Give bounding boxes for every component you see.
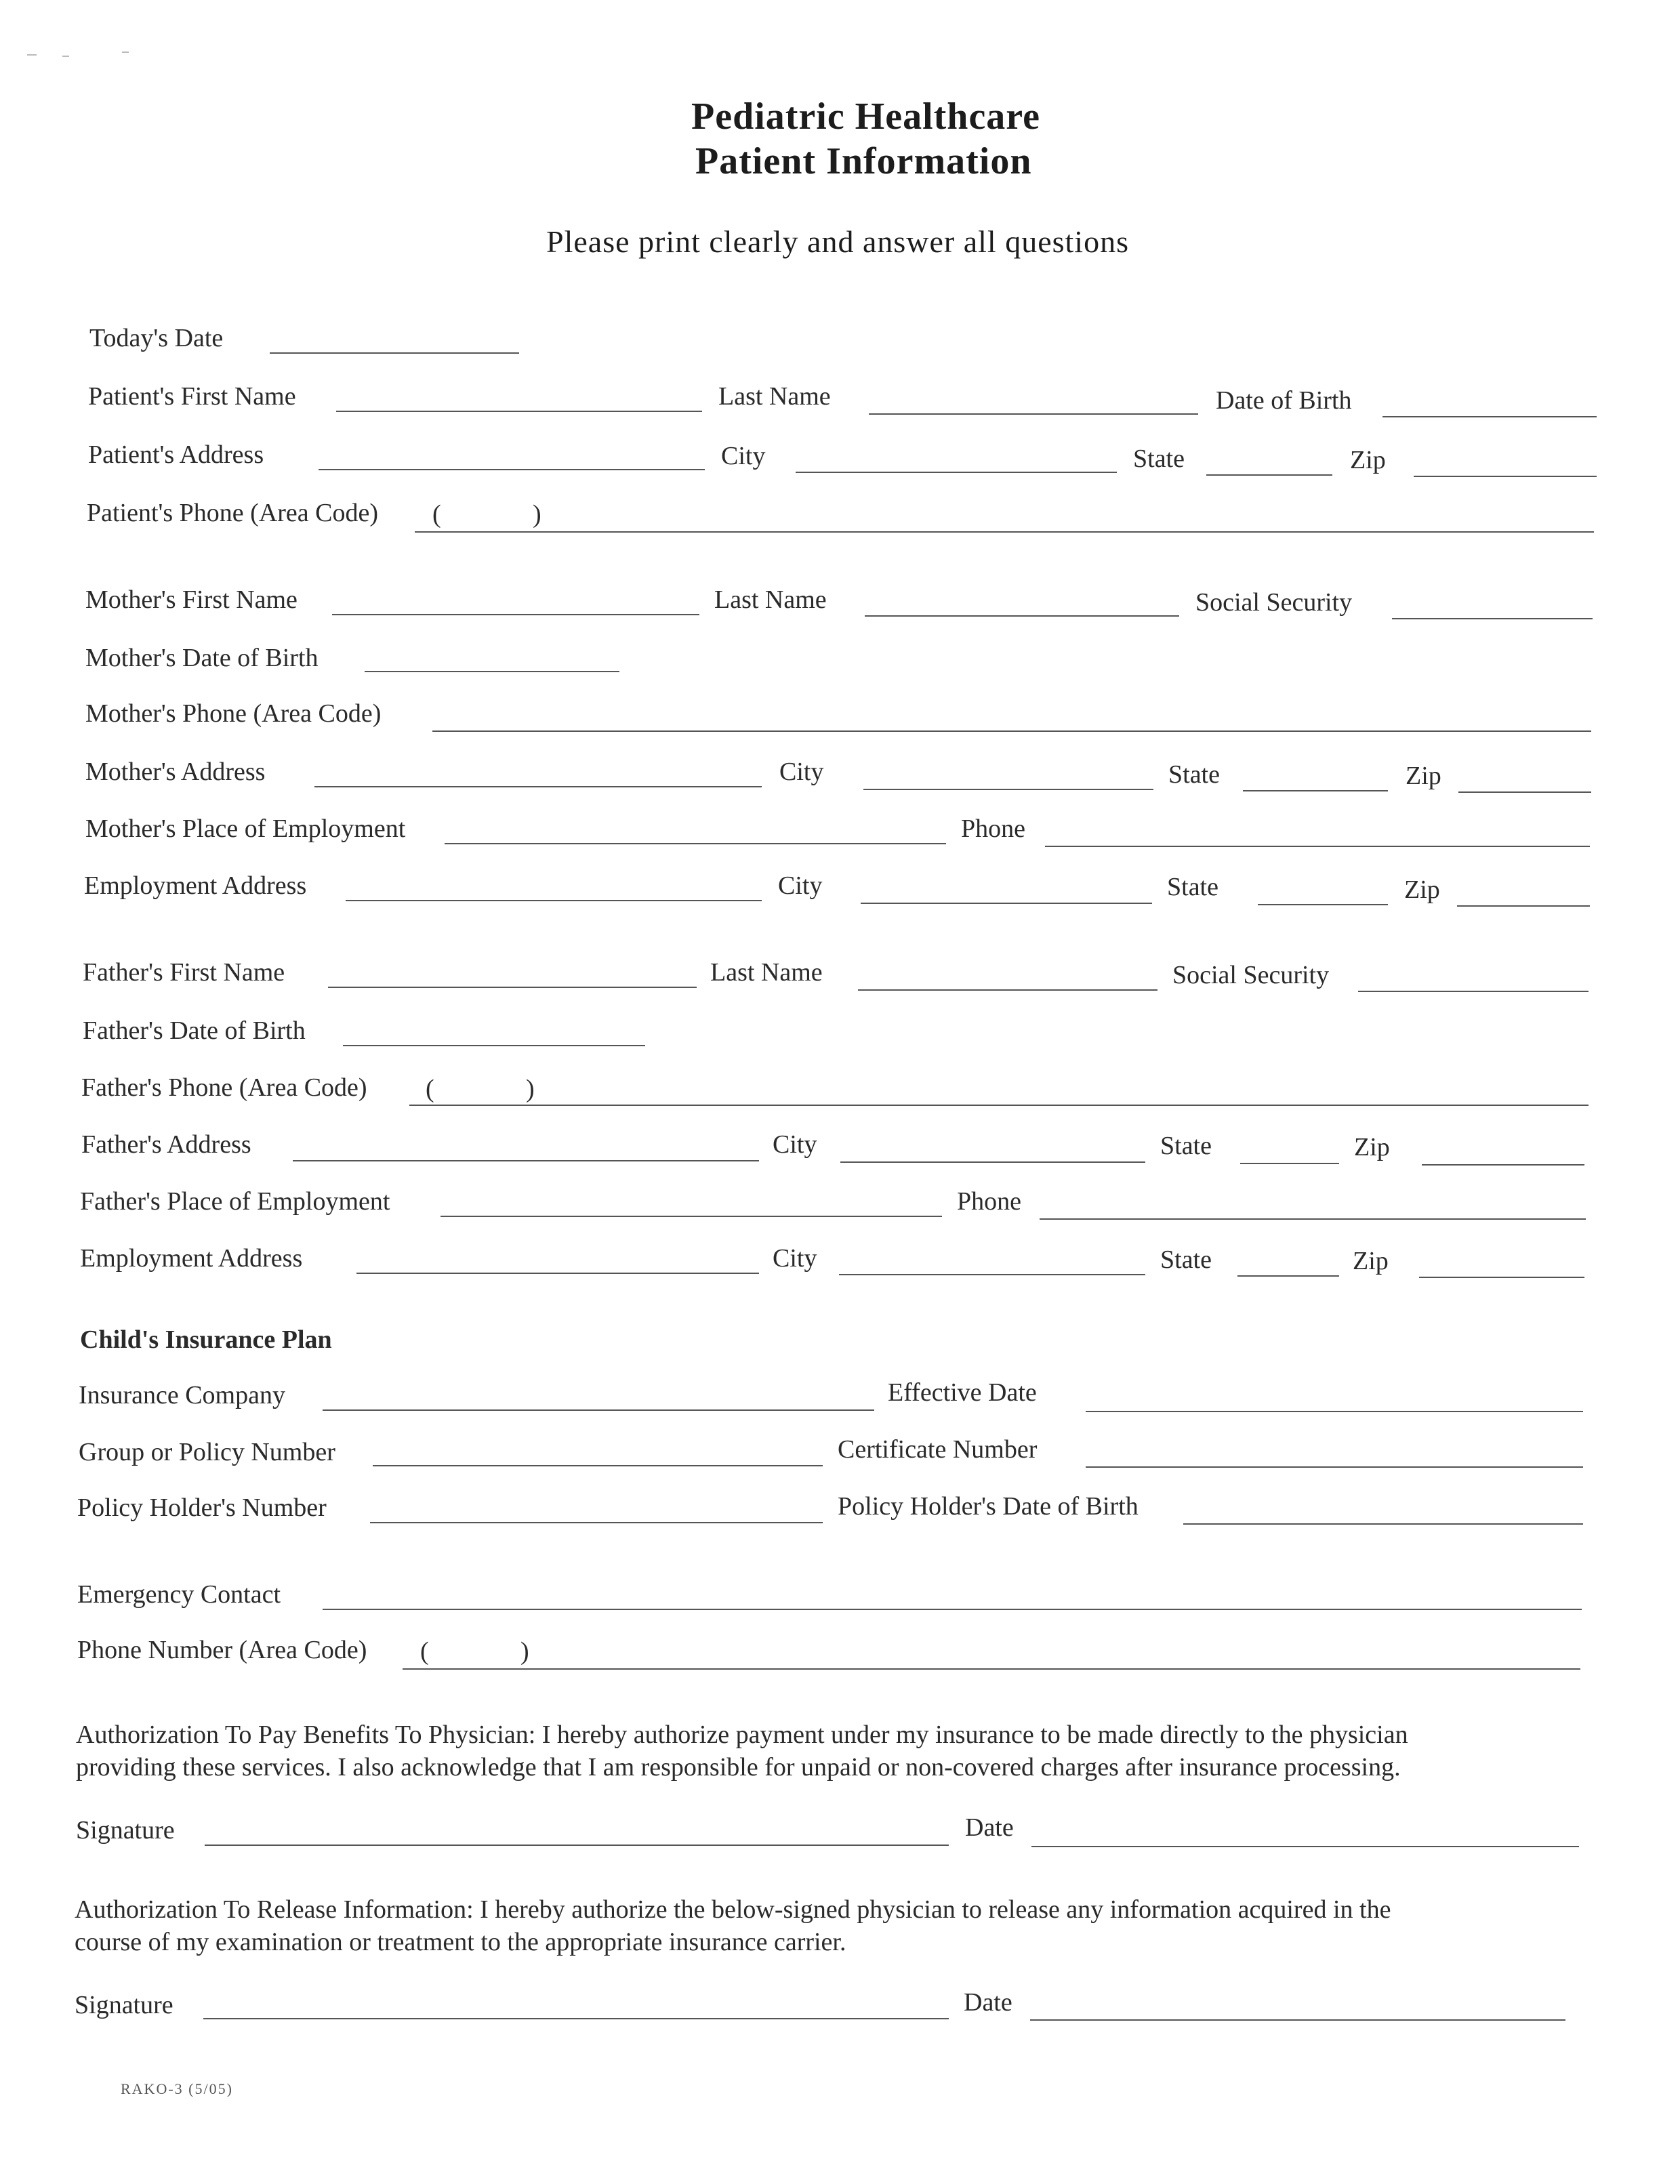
mother-first-name-label: Mother's First Name [85, 585, 298, 614]
auth-pay-date-field[interactable] [1031, 1846, 1579, 1847]
area-code-close-paren: ) [520, 1637, 529, 1666]
father-emp-state-field[interactable] [1237, 1275, 1339, 1277]
auth-pay-text-line1: Authorization To Pay Benefits To Physician: I hereby authorize payment under my insurance to be made directly to the physician [76, 1721, 1408, 1749]
father-emp-city-field[interactable] [839, 1274, 1145, 1275]
father-first-name-label: Father's First Name [83, 958, 285, 987]
father-last-name-field[interactable] [858, 989, 1157, 991]
mother-city-label: City [779, 758, 824, 786]
patient-last-name-label: Last Name [718, 382, 831, 411]
mother-phone-field[interactable] [432, 730, 1591, 732]
effective-date-label: Effective Date [888, 1378, 1037, 1407]
mother-emp-zip-label: Zip [1404, 875, 1440, 904]
area-code-close-paren: ) [533, 500, 541, 529]
form-instruction: Please print clearly and answer all questions [546, 224, 1129, 259]
father-zip-field[interactable] [1422, 1164, 1584, 1166]
todays-date-label: Today's Date [89, 324, 224, 352]
mother-last-name-field[interactable] [865, 615, 1179, 617]
mother-ssn-label: Social Security [1195, 588, 1353, 617]
mother-zip-field[interactable] [1458, 791, 1591, 793]
patient-zip-field[interactable] [1414, 476, 1597, 477]
father-zip-label: Zip [1354, 1133, 1390, 1161]
patient-state-field[interactable] [1206, 474, 1332, 476]
patient-last-name-field[interactable] [869, 413, 1198, 415]
mother-address-label: Mother's Address [85, 758, 266, 786]
father-dob-field[interactable] [343, 1045, 645, 1046]
patient-city-field[interactable] [796, 472, 1117, 473]
father-emp-phone-label: Phone [957, 1187, 1021, 1216]
group-policy-field[interactable] [373, 1465, 823, 1466]
father-phone-field[interactable] [409, 1105, 1589, 1106]
form-title: Pediatric Healthcare [691, 96, 1041, 138]
father-phone-label: Father's Phone (Area Code) [81, 1073, 367, 1102]
father-last-name-label: Last Name [710, 958, 823, 987]
scan-speck [27, 54, 37, 56]
mother-last-name-label: Last Name [714, 585, 827, 614]
patient-first-name-label: Patient's First Name [88, 382, 296, 411]
father-emp-address-label: Employment Address [80, 1244, 303, 1273]
mother-state-field[interactable] [1243, 790, 1388, 791]
insurance-heading: Child's Insurance Plan [80, 1325, 332, 1354]
auth-release-date-label: Date [964, 1988, 1012, 2017]
mother-emp-phone-field[interactable] [1045, 846, 1590, 847]
area-code-open-paren: ( [426, 1075, 434, 1103]
form-code: RAKO-3 (5/05) [121, 2080, 233, 2097]
auth-pay-signature-field[interactable] [205, 1845, 949, 1846]
patient-address-label: Patient's Address [88, 440, 264, 469]
father-first-name-field[interactable] [328, 987, 697, 988]
father-ssn-field[interactable] [1358, 991, 1589, 992]
certificate-number-field[interactable] [1086, 1466, 1583, 1468]
father-state-field[interactable] [1240, 1163, 1339, 1164]
mother-first-name-field[interactable] [332, 614, 699, 615]
area-code-close-paren: ) [526, 1075, 535, 1103]
emergency-phone-label: Phone Number (Area Code) [77, 1636, 367, 1664]
mother-ssn-field[interactable] [1392, 618, 1593, 619]
patient-dob-label: Date of Birth [1216, 386, 1352, 415]
insurance-company-field[interactable] [323, 1409, 874, 1411]
auth-release-signature-label: Signature [75, 1991, 173, 2019]
patient-phone-field[interactable] [415, 531, 1594, 533]
mother-zip-label: Zip [1406, 762, 1441, 790]
father-emp-address-field[interactable] [356, 1273, 759, 1274]
patient-address-field[interactable] [319, 469, 705, 470]
scan-speck [62, 56, 69, 57]
father-city-field[interactable] [840, 1161, 1145, 1163]
father-emp-state-label: State [1160, 1245, 1212, 1274]
form-subtitle: Patient Information [695, 140, 1032, 182]
holder-dob-field[interactable] [1183, 1523, 1583, 1525]
mother-emp-address-field[interactable] [346, 900, 762, 901]
mother-city-field[interactable] [863, 789, 1153, 790]
mother-dob-label: Mother's Date of Birth [85, 644, 319, 672]
auth-release-date-field[interactable] [1030, 2019, 1565, 2021]
mother-emp-address-label: Employment Address [84, 871, 307, 900]
insurance-company-label: Insurance Company [79, 1381, 285, 1409]
holder-number-field[interactable] [370, 1522, 823, 1523]
mother-emp-state-field[interactable] [1258, 904, 1388, 905]
father-dob-label: Father's Date of Birth [83, 1016, 306, 1045]
auth-pay-signature-label: Signature [76, 1816, 175, 1845]
mother-employment-field[interactable] [445, 843, 946, 844]
holder-dob-label: Policy Holder's Date of Birth [838, 1492, 1139, 1521]
father-emp-phone-field[interactable] [1040, 1218, 1586, 1220]
patient-state-label: State [1133, 445, 1185, 473]
auth-release-signature-field[interactable] [203, 2018, 949, 2019]
mother-dob-field[interactable] [365, 671, 619, 672]
mother-emp-city-field[interactable] [861, 903, 1152, 904]
patient-dob-field[interactable] [1382, 416, 1597, 417]
mother-address-field[interactable] [314, 786, 762, 787]
father-employment-field[interactable] [441, 1216, 942, 1217]
emergency-contact-field[interactable] [323, 1609, 1582, 1610]
father-emp-city-label: City [773, 1244, 817, 1273]
mother-employment-label: Mother's Place of Employment [85, 815, 406, 843]
area-code-open-paren: ( [432, 500, 441, 529]
auth-pay-text-line2: providing these services. I also acknowledge that I am responsible for unpaid or non-covered charges after insurance processing. [76, 1753, 1401, 1781]
patient-first-name-field[interactable] [336, 411, 702, 412]
father-address-label: Father's Address [81, 1130, 251, 1159]
patient-phone-label: Patient's Phone (Area Code) [87, 499, 379, 527]
area-code-open-paren: ( [420, 1637, 429, 1666]
father-city-label: City [773, 1130, 817, 1159]
todays-date-field[interactable] [270, 352, 519, 354]
mother-emp-phone-label: Phone [961, 815, 1025, 843]
mother-state-label: State [1168, 760, 1220, 789]
mother-emp-city-label: City [778, 871, 823, 900]
father-emp-zip-label: Zip [1353, 1247, 1389, 1275]
father-emp-zip-field[interactable] [1419, 1277, 1584, 1278]
holder-number-label: Policy Holder's Number [77, 1493, 327, 1522]
group-policy-label: Group or Policy Number [79, 1438, 335, 1466]
scan-speck [122, 51, 129, 53]
mother-emp-zip-field[interactable] [1457, 905, 1590, 907]
father-employment-label: Father's Place of Employment [80, 1187, 390, 1216]
father-state-label: State [1160, 1132, 1212, 1160]
patient-city-label: City [721, 442, 766, 470]
auth-pay-date-label: Date [965, 1813, 1014, 1842]
mother-emp-state-label: State [1167, 873, 1218, 901]
mother-phone-label: Mother's Phone (Area Code) [85, 699, 382, 728]
auth-release-text-line2: course of my examination or treatment to the appropriate insurance carrier. [75, 1928, 846, 1956]
auth-release-text-line1: Authorization To Release Information: I hereby authorize the below-signed physician to release any information acquired in the [75, 1895, 1391, 1924]
certificate-number-label: Certificate Number [838, 1435, 1038, 1464]
emergency-contact-label: Emergency Contact [77, 1580, 281, 1609]
patient-zip-label: Zip [1350, 446, 1386, 474]
emergency-phone-field[interactable] [403, 1668, 1580, 1670]
effective-date-field[interactable] [1086, 1411, 1583, 1412]
father-ssn-label: Social Security [1172, 961, 1330, 989]
father-address-field[interactable] [293, 1160, 759, 1161]
